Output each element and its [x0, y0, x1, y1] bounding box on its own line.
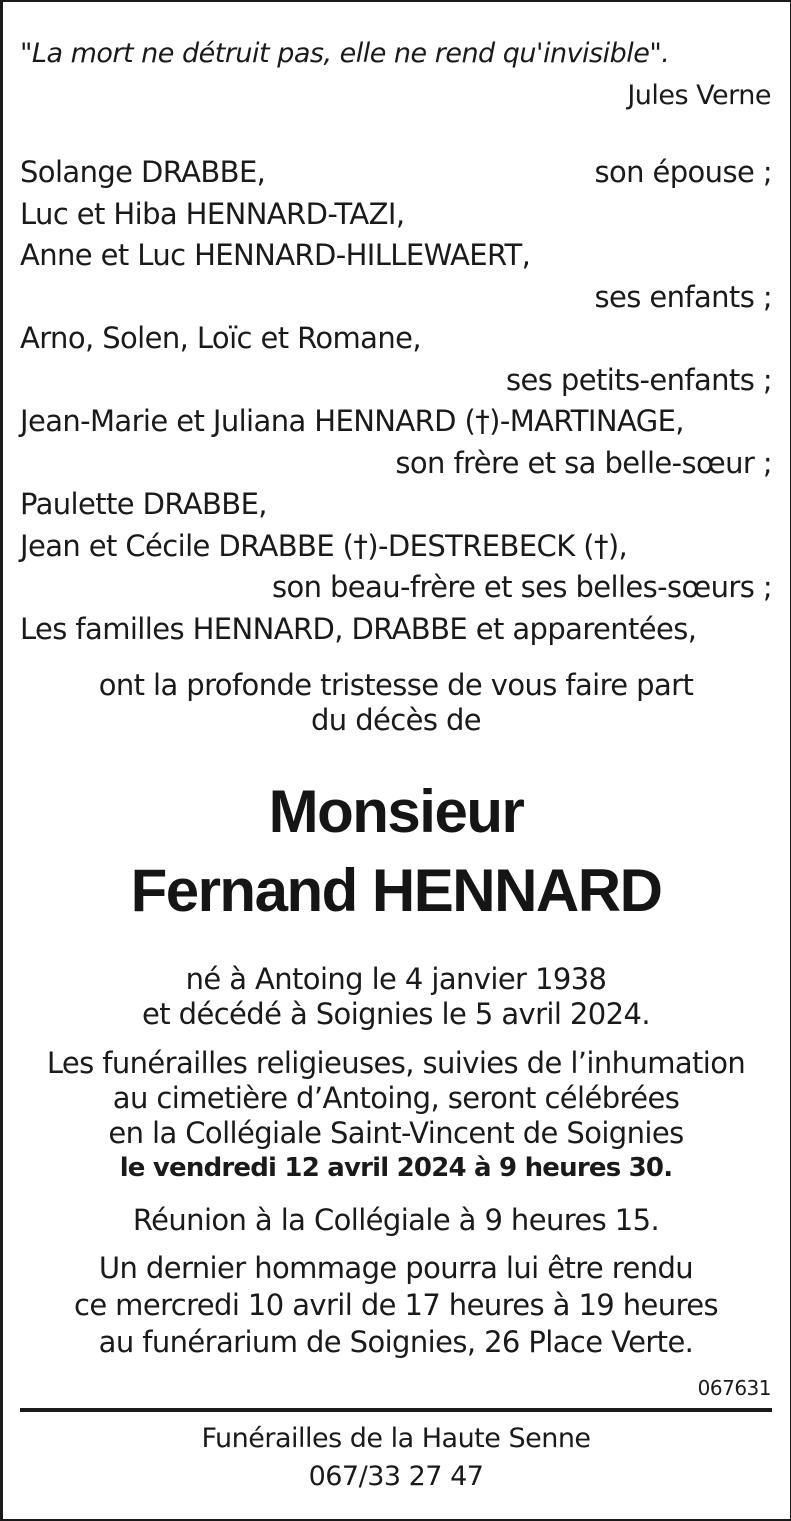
funeral-details	[20, 1046, 772, 1186]
funeral-home	[20, 1420, 772, 1496]
epigraph-author: Jules Verne	[627, 80, 771, 111]
sibling-name: Jean-Marie et Juliana HENNARD (†)-MARTINAGE,	[20, 404, 684, 438]
funeral-home-name: Funérailles de la Haute Senne	[201, 1423, 591, 1454]
spouse-role: son épouse ;	[594, 155, 772, 189]
child-name: Luc et Hiba HENNARD-TAZI,	[20, 196, 405, 231]
death-line: et décédé à Soignies le 5 avril 2024.	[142, 997, 650, 1031]
family-list	[20, 152, 772, 650]
spouse-name: Solange DRABBE,	[20, 155, 266, 189]
announcement	[20, 668, 772, 738]
announcement-line: ont la profonde tristesse de vous faire part	[98, 668, 694, 702]
family-row-spouse	[20, 152, 772, 194]
deceased-name: Fernand HENNARD	[130, 857, 662, 924]
birth-line: né à Antoing le 4 janvier 1938	[185, 962, 607, 996]
homage-line: Un dernier hommage pourra lui être rendu	[98, 1251, 694, 1285]
funeral-line: en la Collégiale Saint-Vincent de Soignies	[108, 1116, 684, 1150]
inlaw-name: Paulette DRABBE,	[20, 487, 267, 521]
epigraph-quote: "La mort ne détruit pas, elle ne rend qu'invisible".	[20, 38, 670, 69]
grandchildren-names: Arno, Solen, Loïc et Romane,	[20, 321, 421, 355]
family-row-child	[20, 235, 772, 277]
family-row-families	[20, 609, 772, 651]
reference-number: 067631	[697, 1376, 771, 1400]
family-row-sibling	[20, 401, 772, 443]
family-row-inlaw	[20, 526, 772, 568]
reunion-line: Réunion à la Collégiale à 9 heures 15.	[132, 1203, 660, 1237]
family-row-grandchildren	[20, 318, 772, 360]
funeral-line: au cimetière d’Antoing, seront célébrées	[112, 1081, 680, 1115]
families-line: Les familles HENNARD, DRABBE et apparentées,	[20, 611, 697, 646]
homage-line: ce mercredi 10 avril de 17 heures à 19 heures	[73, 1288, 719, 1322]
homage-details	[20, 1250, 772, 1361]
sibling-role: son frère et sa belle-sœur ;	[395, 445, 772, 480]
inlaws-role: son beau-frère et ses belles-sœurs ;	[271, 570, 772, 604]
homage-line: au funérarium de Soignies, 26 Place Verte.	[98, 1325, 694, 1359]
funeral-home-phone: 067/33 27 47	[308, 1461, 484, 1492]
deceased-name-block	[20, 772, 772, 930]
child-name: Anne et Luc HENNARD-HILLEWAERT,	[20, 238, 531, 272]
divider	[20, 1408, 772, 1412]
family-row-child	[20, 194, 772, 236]
funeral-line: Les funérailles religieuses, suivies de l’inhumation	[46, 1046, 746, 1080]
life-dates	[20, 962, 772, 1032]
announcement-line: du décès de	[310, 703, 482, 737]
children-role: ses enfants ;	[594, 279, 772, 314]
funeral-datetime: le vendredi 12 avril 2024 à 9 heures 30.	[119, 1153, 673, 1183]
family-row-inlaw	[20, 484, 772, 526]
deceased-title: Monsieur	[268, 778, 524, 845]
inlaw-name: Jean et Cécile DRABBE (†)-DESTREBECK (†),	[20, 528, 628, 563]
grandchildren-role: ses petits-enfants ;	[506, 362, 772, 397]
